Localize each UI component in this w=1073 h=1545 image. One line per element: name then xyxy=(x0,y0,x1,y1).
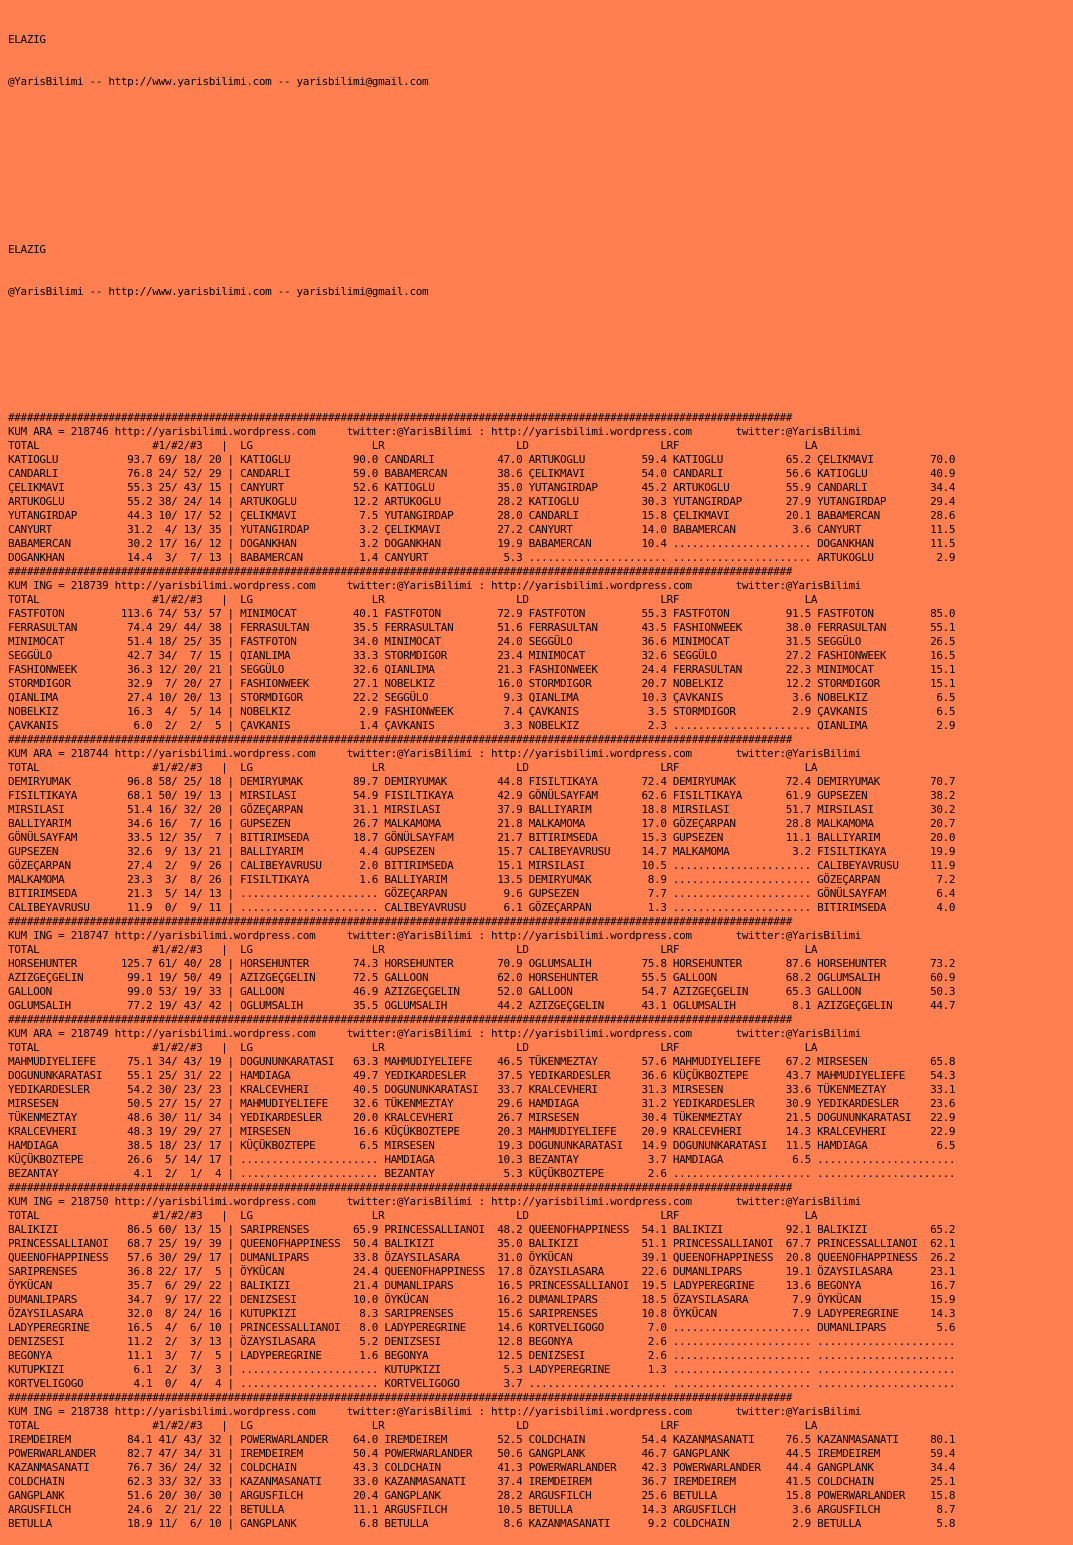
table-row: GUPSEZEN 32.6 9/ 13/ 21 | BALLIYARIM 4.4 GUPSEZEN 15.7 CALIBEYAVRUSU 14.7 MALKAMOMA 3.2 FISILTIKAYA 19.9 xyxy=(8,845,956,858)
column-header-row: TOTAL #1/#2/#3 | LG LR LD LRF LA xyxy=(8,1419,818,1432)
table-row: BALIKIZI 86.5 60/ 13/ 15 | SARIPRENSES 65.9 PRINCESSALLIANOI 48.2 QUEENOFHAPPINESS 54.1 BALIKIZI 92.1 BALIKIZI 65.2 xyxy=(8,1223,956,1236)
table-row: DENIZSESI 11.2 2/ 3/ 13 | ÖZAYSILASARA 5.2 DENIZSESI 12.8 BEGONYA 2.6 ...................... ...................... xyxy=(8,1335,956,1348)
table-row: BALLIYARIM 34.6 16/ 7/ 16 | GUPSEZEN 26.7 MALKAMOMA 21.8 MALKAMOMA 17.0 GÖZEÇARPAN 28.8 MALKAMOMA 20.7 xyxy=(8,817,956,830)
table-row: IREMDEIREM 84.1 41/ 43/ 32 | POWERWARLANDER 64.0 IREMDEIREM 52.5 COLDCHAIN 54.4 KAZANMASANATI 76.5 KAZANMASANATI 80.1 xyxy=(8,1433,956,1446)
table-row: NOBELKIZ 16.3 4/ 5/ 14 | NOBELKIZ 2.9 FASHIONWEEK 7.4 ÇAVKANIS 3.5 STORMDIGOR 2.9 ÇAVKANIS 6.5 xyxy=(8,705,956,718)
table-row: POWERWARLANDER 82.7 47/ 34/ 31 | IREMDEIREM 50.4 POWERWARLANDER 50.6 GANGPLANK 46.7 GANGPLANK 44.5 IREMDEIREM 59.4 xyxy=(8,1447,956,1460)
blank-line xyxy=(8,327,1065,341)
table-row: BEGONYA 11.1 3/ 7/ 5 | LADYPEREGRINE 1.6 BEGONYA 12.5 DENIZSESI 2.6 ...................... ...................... xyxy=(8,1349,956,1362)
table-row: ÇAVKANIS 6.0 2/ 2/ 5 | ÇAVKANIS 1.4 ÇAVKANIS 3.3 NOBELKIZ 2.3 ...................... QIANLIMA 2.9 xyxy=(8,719,956,732)
table-row: QIANLIMA 27.4 10/ 20/ 13 | STORMDIGOR 22.2 SEGGÜLO 9.3 QIANLIMA 10.3 ÇAVKANIS 3.6 NOBELKIZ 6.5 xyxy=(8,691,956,704)
table-row: DUMANLIPARS 34.7 9/ 17/ 22 | DENIZSESI 10.0 ÖYKÜCAN 16.2 DUMANLIPARS 18.5 ÖZAYSILASARA 7.9 ÖYKÜCAN 15.9 xyxy=(8,1293,956,1306)
column-header-row: TOTAL #1/#2/#3 | LG LR LD LRF LA xyxy=(8,1041,818,1054)
race-header: KUM ING = 218739 http://yarisbilimi.wordpress.com twitter:@YarisBilimi : http://yarisbilimi.wordpress.com twitter:@YarisBilimi xyxy=(8,579,862,592)
table-row: BEZANTAY 4.1 2/ 1/ 4 | ...................... BEZANTAY 5.3 KÜÇÜKBOZTEPE 2.6 ...................... ...................... xyxy=(8,1167,956,1180)
table-row: STORMDIGOR 32.9 7/ 20/ 27 | FASHIONWEEK 27.1 NOBELKIZ 16.0 STORMDIGOR 20.7 NOBELKIZ 12.2 STORMDIGOR 15.1 xyxy=(8,677,956,690)
blank-line xyxy=(8,117,1065,131)
table-row: PRINCESSALLIANOI 68.7 25/ 19/ 39 | QUEENOFHAPPINESS 50.4 BALIKIZI 35.0 BALIKIZI 51.1 PRINCESSALLIANOI 67.7 PRINCESSALLIANOI 62.1 xyxy=(8,1237,956,1250)
table-row: MAHMUDIYELIEFE 75.1 34/ 43/ 19 | DOGUNUNKARATASI 63.3 MAHMUDIYELIEFE 46.5 TÜKENMEZTAY 57.6 MAHMUDIYELIEFE 67.2 MIRSESEN 65.8 xyxy=(8,1055,956,1068)
table-row: HORSEHUNTER 125.7 61/ 40/ 28 | HORSEHUNTER 74.3 HORSEHUNTER 70.9 OGLUMSALIH 75.8 HORSEHUNTER 87.6 HORSEHUNTER 73.2 xyxy=(8,957,956,970)
table-row: TÜKENMEZTAY 48.6 30/ 11/ 34 | YEDIKARDESLER 20.0 KRALCEVHERI 26.7 MIRSESEN 30.4 TÜKENMEZTAY 21.5 DOGUNUNKARATASI 22.9 xyxy=(8,1111,956,1124)
separator-line: ############################################################################################################################# xyxy=(8,915,793,928)
blank-line xyxy=(8,159,1065,173)
table-row: SEGGÜLO 42.7 34/ 7/ 15 | QIANLIMA 33.3 STORMDIGOR 23.4 MINIMOCAT 32.6 SEGGÜLO 27.2 FASHIONWEEK 16.5 xyxy=(8,649,956,662)
table-row: GÖZEÇARPAN 27.4 2/ 9/ 26 | CALIBEYAVRUSU 2.0 BITIRIMSEDA 15.1 MIRSILASI 10.5 ...................... CALIBEYAVRUSU 11.9 xyxy=(8,859,956,872)
table-row: BABAMERCAN 30.2 17/ 16/ 12 | DOGANKHAN 3.2 DOGANKHAN 19.9 BABAMERCAN 10.4 ...................... DOGANKHAN 11.5 xyxy=(8,537,956,550)
separator-line: ############################################################################################################################# xyxy=(8,1391,793,1404)
table-row: LADYPEREGRINE 16.5 4/ 6/ 10 | PRINCESSALLIANOI 8.0 LADYPEREGRINE 14.6 KORTVELIGOGO 7.0 ...................... DUMANLIPARS 5.6 xyxy=(8,1321,956,1334)
column-header-row: TOTAL #1/#2/#3 | LG LR LD LRF LA xyxy=(8,439,818,452)
table-row: KATIOGLU 93.7 69/ 18/ 20 | KATIOGLU 90.0 CANDARLI 47.0 ARTUKOGLU 59.4 KATIOGLU 65.2 ÇELIKMAVI 70.0 xyxy=(8,453,956,466)
table-row: CALIBEYAVRUSU 11.9 0/ 9/ 11 | ...................... CALIBEYAVRUSU 6.1 GÖZEÇARPAN 1.3 ...................... BITIRIMSEDA 4.0 xyxy=(8,901,956,914)
blank-line xyxy=(8,369,1065,383)
separator-line: ############################################################################################################################# xyxy=(8,1013,793,1026)
table-row: KAZANMASANATI 76.7 36/ 24/ 32 | COLDCHAIN 43.3 COLDCHAIN 41.3 POWERWARLANDER 42.3 POWERWARLANDER 44.4 GANGPLANK 34.4 xyxy=(8,1461,956,1474)
table-row: FASTFOTON 113.6 74/ 53/ 57 | MINIMOCAT 40.1 FASTFOTON 72.9 FASTFOTON 55.3 FASTFOTON 91.5 FASTFOTON 85.0 xyxy=(8,607,956,620)
separator-line: ############################################################################################################################# xyxy=(8,1181,793,1194)
table-row: MIRSESEN 50.5 27/ 15/ 27 | MAHMUDIYELIEFE 32.6 TÜKENMEZTAY 29.6 HAMDIAGA 31.2 YEDIKARDESLER 30.9 YEDIKARDESLER 23.6 xyxy=(8,1097,956,1110)
column-header-row: TOTAL #1/#2/#3 | LG LR LD LRF LA xyxy=(8,943,818,956)
table-row: OGLUMSALIH 77.2 19/ 43/ 42 | OGLUMSALIH 35.5 OGLUMSALIH 44.2 AZIZGEÇGELIN 43.1 OGLUMSALIH 8.1 AZIZGEÇGELIN 44.7 xyxy=(8,999,956,1012)
race-list xyxy=(8,411,1065,1531)
race-header: KUM ING = 218747 http://yarisbilimi.wordpress.com twitter:@YarisBilimi : http://yarisbilimi.wordpress.com twitter:@YarisBilimi xyxy=(8,929,862,942)
contact-line: @YarisBilimi -- http://www.yarisbilimi.com -- yarisbilimi@gmail.com xyxy=(8,285,429,298)
table-row: DOGANKHAN 14.4 3/ 7/ 13 | BABAMERCAN 1.4 CANYURT 5.3 ...................... ...................... ARTUKOGLU 2.9 xyxy=(8,551,956,564)
column-header-row: TOTAL #1/#2/#3 | LG LR LD LRF LA xyxy=(8,761,818,774)
table-row: KUTUPKIZI 6.1 2/ 3/ 3 | ...................... KUTUPKIZI 5.3 LADYPEREGRINE 1.3 ...................... ...................... xyxy=(8,1363,956,1376)
blank-line xyxy=(8,201,1065,215)
table-row: ARGUSFILCH 24.6 2/ 21/ 22 | BETULLA 11.1 ARGUSFILCH 10.5 BETULLA 14.3 ARGUSFILCH 3.6 ARGUSFILCH 8.7 xyxy=(8,1503,956,1516)
race-header: KUM ARA = 218749 http://yarisbilimi.wordpress.com twitter:@YarisBilimi : http://yarisbilimi.wordpress.com twitter:@YarisBilimi xyxy=(8,1027,862,1040)
table-row: FASHIONWEEK 36.3 12/ 20/ 21 | SEGGÜLO 32.6 QIANLIMA 21.3 FASHIONWEEK 24.4 FERRASULTAN 22.3 MINIMOCAT 15.1 xyxy=(8,663,956,676)
table-row: MIRSILASI 51.4 16/ 32/ 20 | GÖZEÇARPAN 31.1 MIRSILASI 37.9 BALLIYARIM 18.8 MIRSILASI 51.7 MIRSILASI 30.2 xyxy=(8,803,956,816)
table-row: GÖNÜLSAYFAM 33.5 12/ 35/ 7 | BITIRIMSEDA 18.7 GÖNÜLSAYFAM 21.7 BITIRIMSEDA 15.3 GUPSEZEN 11.1 BALLIYARIM 20.0 xyxy=(8,831,956,844)
separator-line: ############################################################################################################################# xyxy=(8,565,793,578)
table-row: ÖZAYSILASARA 32.0 8/ 24/ 16 | KUTUPKIZI 8.3 SARIPRENSES 15.6 SARIPRENSES 10.8 ÖYKÜCAN 7.9 LADYPEREGRINE 14.3 xyxy=(8,1307,956,1320)
race-header: KUM ARA = 218746 http://yarisbilimi.wordpress.com twitter:@YarisBilimi : http://yarisbilimi.wordpress.com twitter:@YarisBilimi xyxy=(8,425,862,438)
race-header: KUM ING = 218738 http://yarisbilimi.wordpress.com twitter:@YarisBilimi : http://yarisbilimi.wordpress.com twitter:@YarisBilimi xyxy=(8,1405,862,1418)
table-row: GANGPLANK 51.6 20/ 30/ 30 | ARGUSFILCH 20.4 GANGPLANK 28.2 ARGUSFILCH 25.6 BETULLA 15.8 POWERWARLANDER 15.8 xyxy=(8,1489,956,1502)
table-row: SARIPRENSES 36.8 22/ 17/ 5 | ÖYKÜCAN 24.4 QUEENOFHAPPINESS 17.8 ÖZAYSILASARA 22.6 DUMANLIPARS 19.1 ÖZAYSILASARA 23.1 xyxy=(8,1265,956,1278)
table-row: BITIRIMSEDA 21.3 5/ 14/ 13 | ...................... GÖZEÇARPAN 9.6 GUPSEZEN 7.7 ...................... GÖNÜLSAYFAM 6.4 xyxy=(8,887,956,900)
race-header: KUM ARA = 218744 http://yarisbilimi.wordpress.com twitter:@YarisBilimi : http://yarisbilimi.wordpress.com twitter:@YarisBilimi xyxy=(8,747,862,760)
table-row: KORTVELIGOGO 4.1 0/ 4/ 4 | ...................... KORTVELIGOGO 3.7 ...................... ...................... ...................... xyxy=(8,1377,956,1390)
table-row: YUTANGIRDAP 44.3 10/ 17/ 52 | ÇELIKMAVI 7.5 YUTANGIRDAP 28.0 CANDARLI 15.8 ÇELIKMAVI 20.1 BABAMERCAN 28.6 xyxy=(8,509,956,522)
table-row: KÜÇÜKBOZTEPE 26.6 5/ 14/ 17 | ...................... HAMDIAGA 10.3 BEZANTAY 3.7 HAMDIAGA 6.5 ...................... xyxy=(8,1153,956,1166)
column-header-row: TOTAL #1/#2/#3 | LG LR LD LRF LA xyxy=(8,1209,818,1222)
contact-line: @YarisBilimi -- http://www.yarisbilimi.com -- yarisbilimi@gmail.com xyxy=(8,75,429,88)
table-row: AZIZGEÇGELIN 99.1 19/ 50/ 49 | AZIZGEÇGELIN 72.5 GALLOON 62.0 HORSEHUNTER 55.5 GALLOON 68.2 OGLUMSALIH 60.9 xyxy=(8,971,956,984)
column-header-row: TOTAL #1/#2/#3 | LG LR LD LRF LA xyxy=(8,593,818,606)
table-row: CANDARLI 76.8 24/ 52/ 29 | CANDARLI 59.0 BABAMERCAN 38.6 ÇELIKMAVI 54.0 CANDARLI 56.6 KATIOGLU 40.9 xyxy=(8,467,956,480)
table-row: COLDCHAIN 62.3 33/ 32/ 33 | KAZANMASANATI 33.0 KAZANMASANATI 37.4 IREMDEIREM 36.7 IREMDEIREM 41.5 COLDCHAIN 25.1 xyxy=(8,1475,956,1488)
page-title: ELAZIG xyxy=(8,33,46,46)
page-title: ELAZIG xyxy=(8,243,46,256)
table-row: QUEENOFHAPPINESS 57.6 30/ 29/ 17 | DUMANLIPARS 33.8 ÖZAYSILASARA 31.0 ÖYKÜCAN 39.1 QUEENOFHAPPINESS 20.8 QUEENOFHAPPINESS 26.2 xyxy=(8,1251,956,1264)
table-row: DOGUNUNKARATASI 55.1 25/ 31/ 22 | HAMDIAGA 49.7 YEDIKARDESLER 37.5 YEDIKARDESLER 36.6 KÜÇÜKBOZTEPE 43.7 MAHMUDIYELIEFE 54.3 xyxy=(8,1069,956,1082)
table-row: KRALCEVHERI 48.3 19/ 29/ 27 | MIRSESEN 16.6 KÜÇÜKBOZTEPE 20.3 MAHMUDIYELIEFE 20.9 KRALCEVHERI 14.3 KRALCEVHERI 22.9 xyxy=(8,1125,956,1138)
separator-line: ############################################################################################################################# xyxy=(8,733,793,746)
table-row: DEMIRYUMAK 96.8 58/ 25/ 18 | DEMIRYUMAK 89.7 DEMIRYUMAK 44.8 FISILTIKAYA 72.4 DEMIRYUMAK 72.4 DEMIRYUMAK 70.7 xyxy=(8,775,956,788)
table-row: BETULLA 18.9 11/ 6/ 10 | GANGPLANK 6.8 BETULLA 8.6 KAZANMASANATI 9.2 COLDCHAIN 2.9 BETULLA 5.8 xyxy=(8,1517,956,1530)
table-row: MALKAMOMA 23.3 3/ 8/ 26 | FISILTIKAYA 1.6 BALLIYARIM 13.5 DEMIRYUMAK 8.9 ...................... GÖZEÇARPAN 7.2 xyxy=(8,873,956,886)
table-row: GALLOON 99.0 53/ 19/ 33 | GALLOON 46.9 AZIZGEÇGELIN 52.0 GALLOON 54.7 AZIZGEÇGELIN 65.3 GALLOON 50.3 xyxy=(8,985,956,998)
table-row: MINIMOCAT 51.4 18/ 25/ 35 | FASTFOTON 34.0 MINIMOCAT 24.0 SEGGÜLO 36.6 MINIMOCAT 31.5 SEGGÜLO 26.5 xyxy=(8,635,956,648)
table-row: YEDIKARDESLER 54.2 30/ 23/ 23 | KRALCEVHERI 40.5 DOGUNUNKARATASI 33.7 KRALCEVHERI 31.3 MIRSESEN 33.6 TÜKENMEZTAY 33.1 xyxy=(8,1083,956,1096)
table-row: FERRASULTAN 74.4 29/ 44/ 38 | FERRASULTAN 35.5 FERRASULTAN 51.6 FERRASULTAN 43.5 FASHIONWEEK 38.0 FERRASULTAN 55.1 xyxy=(8,621,956,634)
table-row: ÖYKÜCAN 35.7 6/ 29/ 22 | BALIKIZI 21.4 DUMANLIPARS 16.5 PRINCESSALLIANOI 19.5 LADYPEREGRINE 13.6 BEGONYA 16.7 xyxy=(8,1279,956,1292)
race-header: KUM ING = 218750 http://yarisbilimi.wordpress.com twitter:@YarisBilimi : http://yarisbilimi.wordpress.com twitter:@YarisBilimi xyxy=(8,1195,862,1208)
table-row: CANYURT 31.2 4/ 13/ 35 | YUTANGIRDAP 3.2 ÇELIKMAVI 27.2 CANYURT 14.0 BABAMERCAN 3.6 CANYURT 11.5 xyxy=(8,523,956,536)
separator-line: ############################################################################################################################# xyxy=(8,411,793,424)
table-row: FISILTIKAYA 68.1 50/ 19/ 13 | MIRSILASI 54.9 FISILTIKAYA 42.9 GÖNÜLSAYFAM 62.6 FISILTIKAYA 61.9 GUPSEZEN 38.2 xyxy=(8,789,956,802)
table-row: ÇELIKMAVI 55.3 25/ 43/ 15 | CANYURT 52.6 KATIOGLU 35.0 YUTANGIRDAP 45.2 ARTUKOGLU 55.9 CANDARLI 34.4 xyxy=(8,481,956,494)
table-row: ARTUKOGLU 55.2 38/ 24/ 14 | ARTUKOGLU 12.2 ARTUKOGLU 28.2 KATIOGLU 30.3 YUTANGIRDAP 27.9 YUTANGIRDAP 29.4 xyxy=(8,495,956,508)
table-row: HAMDIAGA 38.5 18/ 23/ 17 | KÜÇÜKBOZTEPE 6.5 MIRSESEN 19.3 DOGUNUNKARATASI 14.9 DOGUNUNKARATASI 11.5 HAMDIAGA 6.5 xyxy=(8,1139,956,1152)
